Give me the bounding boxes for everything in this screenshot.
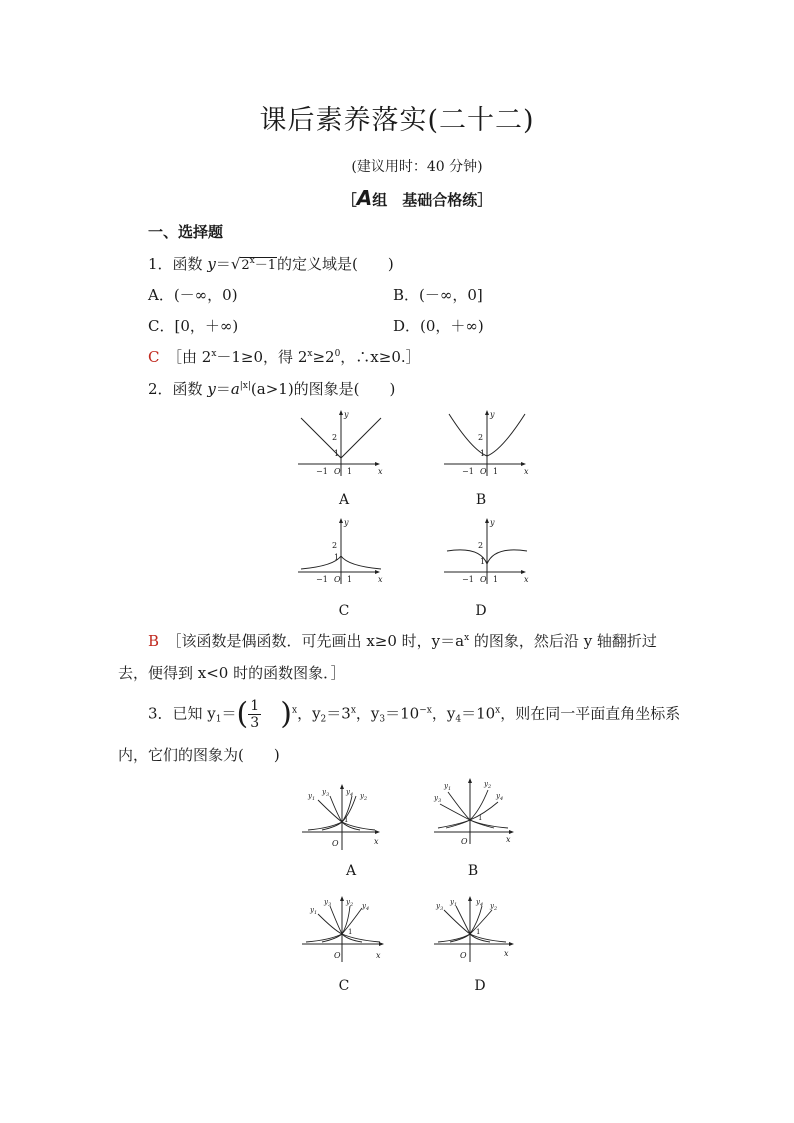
group-letter: A bbox=[356, 186, 373, 210]
svg-text:x: x bbox=[378, 467, 383, 476]
svg-text:y2: $y_2$ bbox=[346, 898, 354, 908]
group-bracket-left: ［ bbox=[341, 191, 357, 209]
question-1: 1．函数 $y=√2^x-1$的定义域是( ) bbox=[148, 255, 394, 273]
svg-text:−1: −1 bbox=[462, 575, 474, 584]
group-heading bbox=[0, 186, 794, 210]
svg-text:2: 2 bbox=[478, 541, 484, 550]
time-note: (建议用时：40 分钟) bbox=[351, 159, 483, 175]
q3-label-d: D bbox=[474, 978, 486, 994]
svg-text:−1: −1 bbox=[316, 575, 328, 584]
q1-radicand: $2^x-1$ bbox=[241, 256, 277, 273]
svg-text:O: O bbox=[334, 951, 341, 960]
svg-text:2: 2 bbox=[478, 433, 484, 442]
svg-text:O: O bbox=[480, 575, 487, 584]
group-text: 组 基础合格练 bbox=[372, 191, 478, 209]
q2-graph-b bbox=[442, 408, 532, 478]
svg-text:y2: $y_2$ bbox=[360, 792, 368, 802]
q1-option-d[interactable]: D．(0，＋∞) bbox=[393, 317, 484, 335]
q2-answer-line1: B ［该函数是偶函数．可先画出 x≥0 时，$y=a^x$ 的图象，然后沿 y 轴翻折过 bbox=[148, 632, 657, 650]
q3-fraction: $\frac{1}{3}$ bbox=[250, 698, 260, 731]
q2-graph-a bbox=[296, 408, 386, 478]
svg-text:y1: $y_1$ bbox=[444, 782, 452, 792]
svg-text:2: 2 bbox=[332, 433, 338, 442]
svg-text:1: 1 bbox=[480, 557, 486, 566]
svg-text:O: O bbox=[480, 467, 487, 476]
svg-text:1: 1 bbox=[348, 928, 353, 936]
q1-suffix: 的定义域是( ) bbox=[277, 255, 394, 273]
q2-answer-letter: B bbox=[148, 632, 160, 650]
svg-text:1: 1 bbox=[347, 575, 353, 584]
q2-graph-c bbox=[296, 516, 386, 586]
svg-text:y: y bbox=[344, 518, 349, 527]
svg-text:y1: $y_1$ bbox=[308, 792, 316, 802]
section-heading: 一、选择题 bbox=[148, 223, 224, 241]
svg-text:O: O bbox=[460, 951, 467, 960]
svg-text:O: O bbox=[461, 837, 468, 846]
svg-text:x: x bbox=[506, 835, 511, 844]
svg-text:y: y bbox=[490, 410, 495, 419]
q3-label-a: A bbox=[345, 863, 357, 879]
page-title: 课后素养落实(二十二) bbox=[259, 105, 535, 136]
svg-text:1: 1 bbox=[347, 467, 353, 476]
q1-y: y bbox=[207, 255, 216, 273]
svg-text:1: 1 bbox=[493, 575, 499, 584]
svg-text:y4: $y_4$ bbox=[476, 898, 484, 908]
svg-text:x: x bbox=[378, 575, 383, 584]
svg-text:1: 1 bbox=[476, 928, 481, 936]
svg-text:y1: $y_1$ bbox=[310, 906, 318, 916]
q1-option-c[interactable]: C．[0，＋∞) bbox=[148, 317, 239, 335]
svg-text:y3: $y_3$ bbox=[324, 898, 332, 908]
q3-label-c: C bbox=[338, 978, 350, 994]
svg-text:1: 1 bbox=[493, 467, 499, 476]
q1-eq: ＝ bbox=[215, 255, 231, 273]
q2-label-c: C bbox=[338, 603, 350, 619]
svg-text:y4: $y_4$ bbox=[346, 788, 354, 798]
svg-text:y3: $y_3$ bbox=[322, 788, 330, 798]
svg-text:1: 1 bbox=[480, 449, 486, 458]
svg-text:x: x bbox=[524, 575, 529, 584]
svg-text:y4: $y_4$ bbox=[362, 902, 370, 912]
svg-text:y: y bbox=[490, 518, 495, 527]
q1-answer: C ［由 $2^x-1\ge 0$，得 $2^x\ge 2^0$，∴x≥0.］ bbox=[148, 348, 421, 366]
svg-text:O: O bbox=[332, 839, 339, 848]
q3-line2: 内，它们的图象为( ) bbox=[118, 746, 280, 764]
svg-text:1: 1 bbox=[334, 449, 340, 458]
q2-label-b: B bbox=[475, 492, 487, 508]
q2-label-d: D bbox=[475, 603, 487, 619]
svg-text:y2: $y_2$ bbox=[484, 780, 492, 790]
svg-text:y: y bbox=[344, 410, 349, 419]
svg-text:y4: $y_4$ bbox=[496, 792, 504, 802]
q3-graph-a bbox=[300, 780, 390, 852]
svg-text:y3: $y_3$ bbox=[436, 902, 444, 912]
q1-prefix: 1．函数 bbox=[148, 255, 208, 273]
q3-graph-b bbox=[432, 774, 522, 846]
svg-text:1: 1 bbox=[478, 814, 483, 822]
q3-label-b: B bbox=[467, 863, 479, 879]
q2-label-a: A bbox=[338, 492, 350, 508]
svg-text:−1: −1 bbox=[316, 467, 328, 476]
q1-option-b[interactable]: B．(－∞，0] bbox=[393, 286, 483, 304]
svg-text:x: x bbox=[374, 837, 379, 846]
svg-text:2: 2 bbox=[332, 541, 338, 550]
svg-text:y1: $y_1$ bbox=[450, 898, 458, 908]
question-2: 2．函数 $y=a^{|x|}(a>1)$的图象是( ) bbox=[148, 380, 396, 398]
svg-text:O: O bbox=[334, 467, 341, 476]
q2-graph-d bbox=[442, 516, 532, 586]
svg-text:O: O bbox=[334, 575, 341, 584]
svg-text:y3: $y_3$ bbox=[434, 794, 442, 804]
svg-text:x: x bbox=[524, 467, 529, 476]
q2-answer-line2: 去，便得到 x<0 时的函数图象．］ bbox=[118, 664, 346, 682]
svg-text:1: 1 bbox=[344, 816, 349, 824]
svg-text:y2: $y_2$ bbox=[490, 902, 498, 912]
q1-option-a[interactable]: A．(－∞，0) bbox=[148, 286, 238, 304]
svg-text:x: x bbox=[504, 949, 509, 958]
question-3: 3．已知 $y_1=$( $\frac{1}{3}$ )$^x$，$y_2=3^x$，$y_3=10^{-x}$，$y_4=10^x$，则在同一平面直角坐标系 bbox=[148, 696, 681, 732]
q3-graph-c bbox=[300, 892, 390, 964]
q1-answer-letter: C bbox=[148, 348, 160, 366]
q3-graph-d bbox=[432, 892, 522, 964]
svg-text:x: x bbox=[376, 951, 381, 960]
svg-text:−1: −1 bbox=[462, 467, 474, 476]
group-bracket-right: ］ bbox=[477, 191, 493, 209]
svg-text:1: 1 bbox=[334, 553, 340, 562]
